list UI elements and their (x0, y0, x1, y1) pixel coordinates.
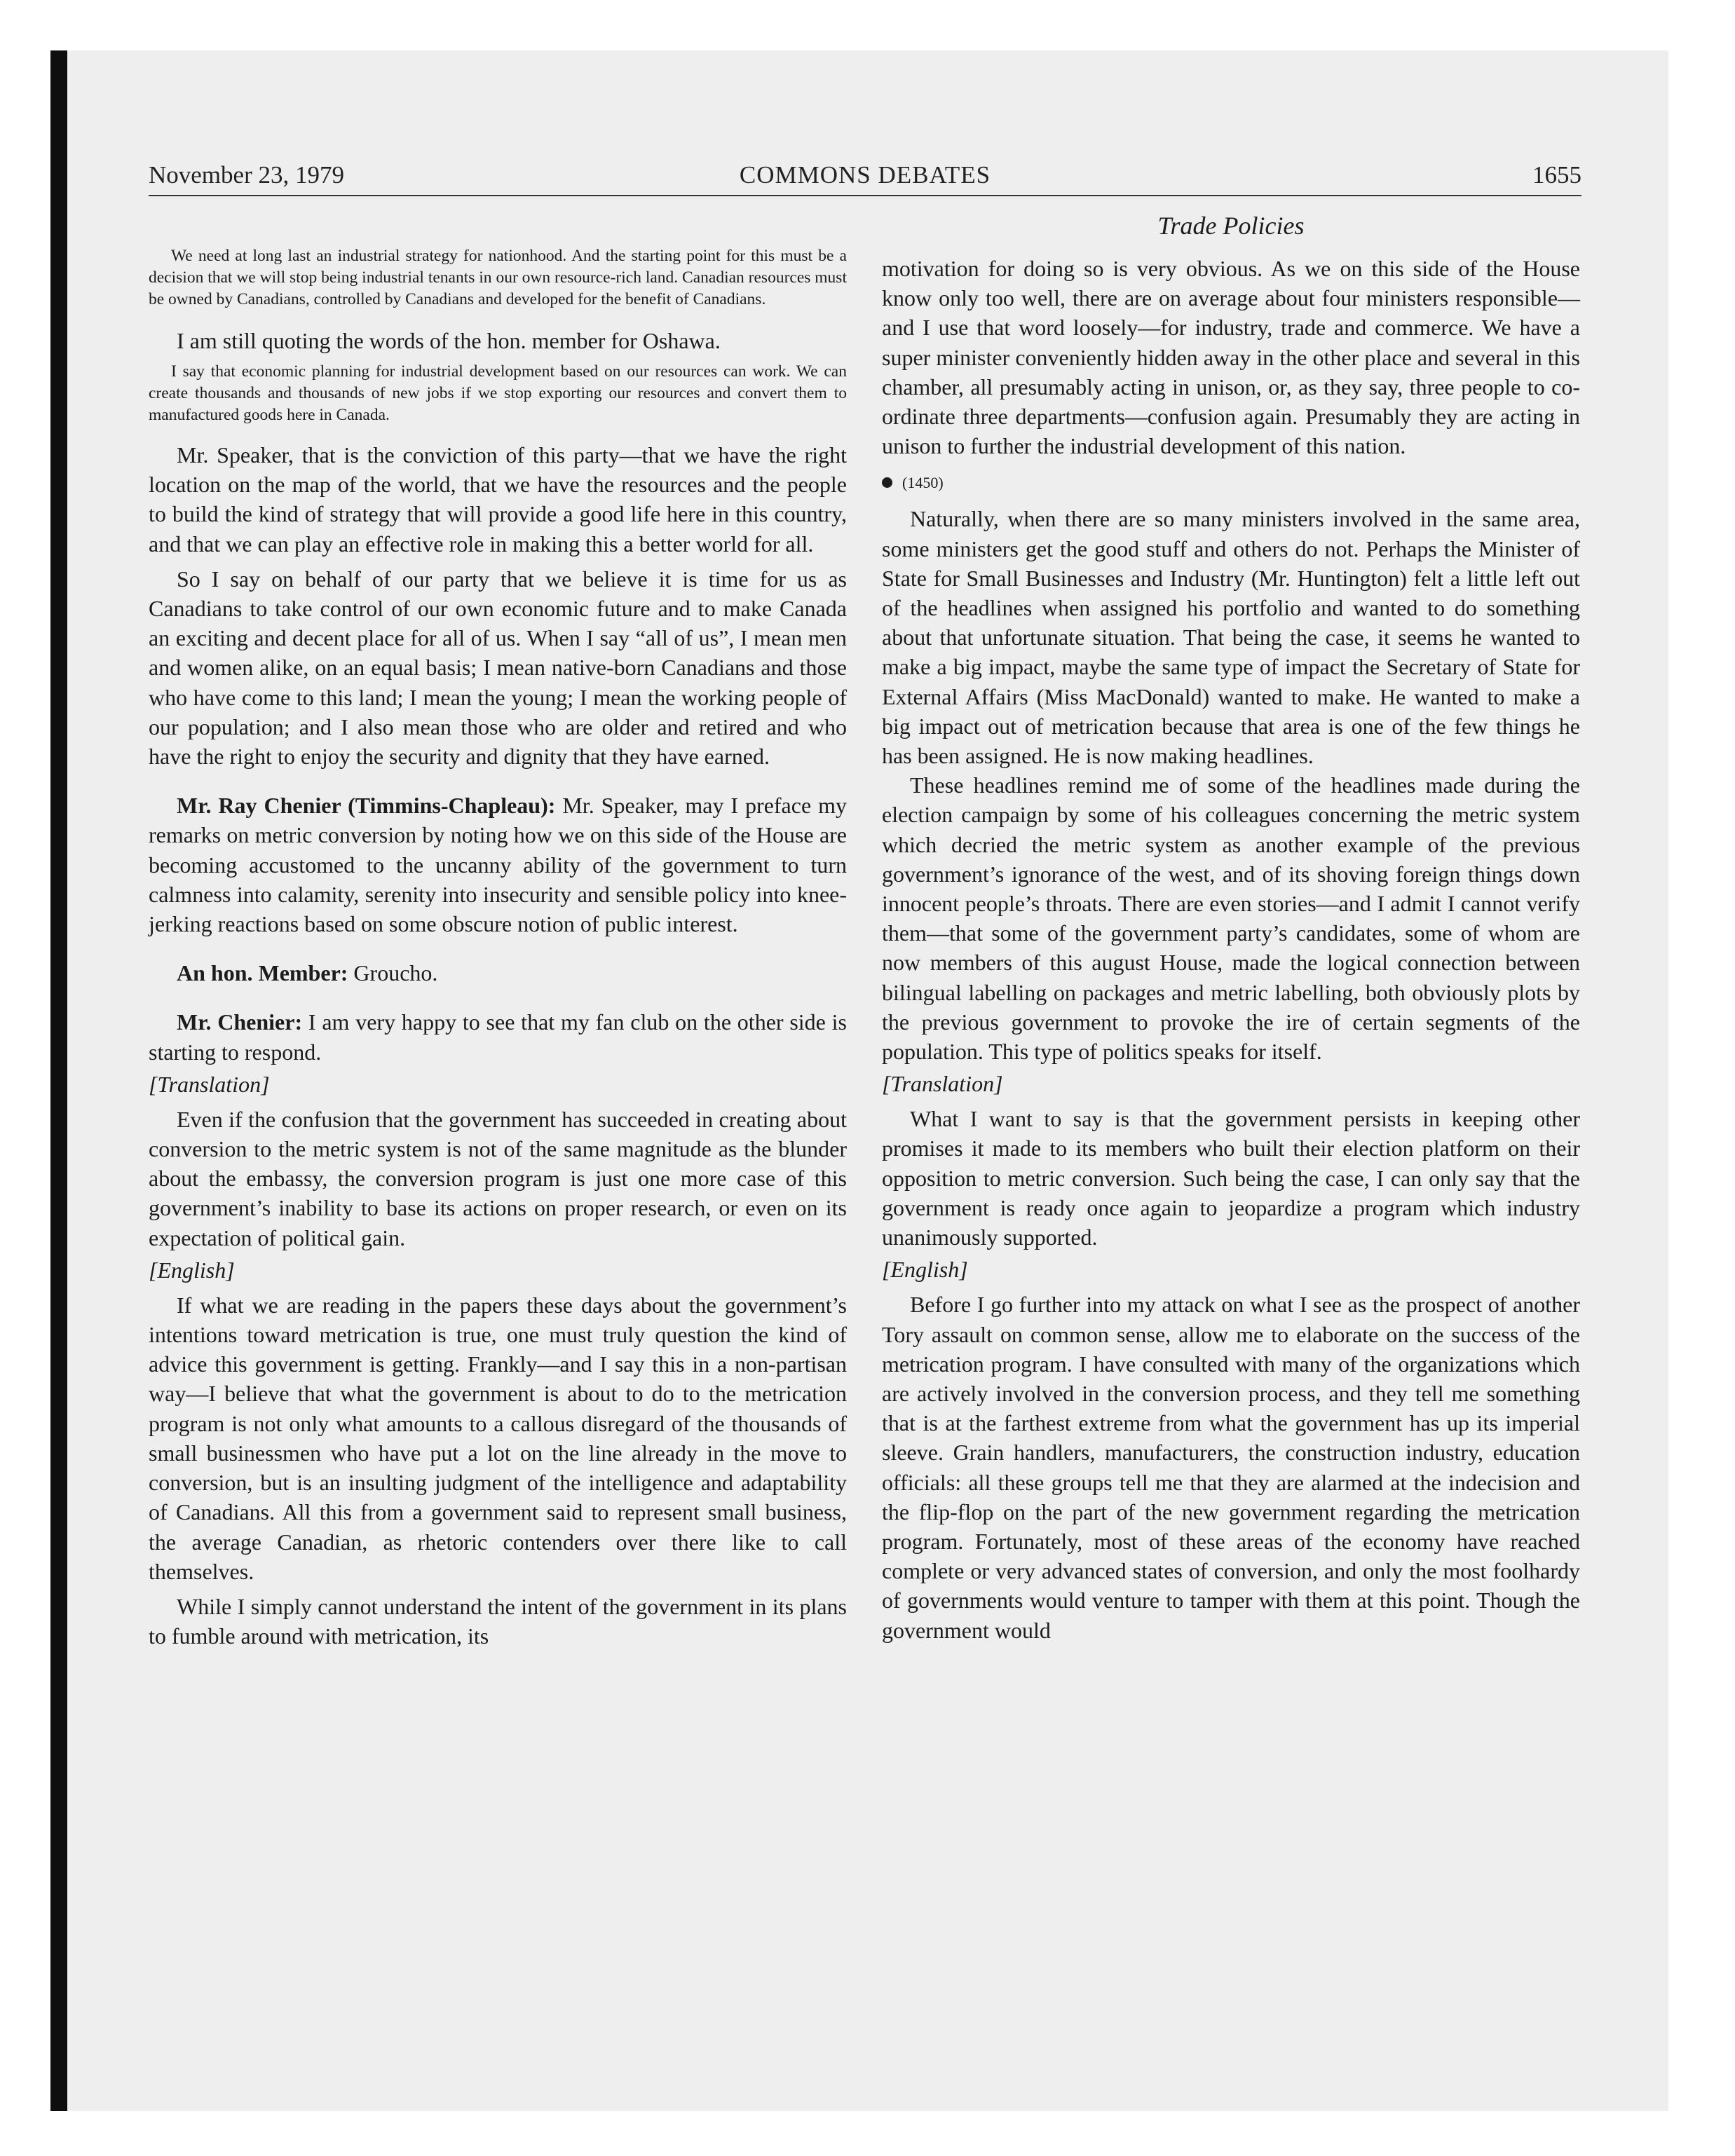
paragraph: So I say on behalf of our party that we believe it is time for us as Canadians to take control of our own economic future and to make Canada an exciting and decent place for all of us. When I say “all of us”, I mean men and women alike, on an equal basis; I mean native-born Canadians and those who have come to this land; I mean the young; I mean the working people of our population; and I also mean those who are older and retired and who have the right to enjoy the security and dignity that they have earned. (149, 566, 847, 770)
paragraph: These headlines remind me of some of the headlines made during the election campaign by some of his colleagues concerning the metric system which decried the metric system as another example of the previous government’s ignorance of the west, and of its shoving foreign things down innocent people’s throats. There are even stories—and I admit I cannot verify them—that some of the government party’s candidates, some of whom are now members of this august House, made the logical connection between bilingual labelling on packages and metric labelling, both obviously plots by the previous government to provoke the ire of certain segments of the population. This type of politics speaks for itself. (882, 772, 1580, 1065)
header-rule (149, 195, 1581, 196)
speech-member (149, 958, 847, 988)
paragraph: motivation for doing so is very obvious. As we on this side of the House know only too well, there are on average about four ministers responsible—and I use that word loosely—for industry, trade and commerce. We have a super minister conveniently hidden away in the other place and several in this chamber, all presumably acting in unison, or, as they say, three people to co-ordinate three departments—confusion again. Presumably they are acting in unison to further the industrial development of this nation. (882, 256, 1580, 459)
speech-text: Mr. Speaker, may I preface my remarks on metric conversion by noting how we on this side of the House are becoming accustomed to the uncanny ability of the government to turn calmness into calamity, serenity into insecurity and sensible policy into knee-jerking reactions based on some obscure notion of public interest. (149, 793, 847, 937)
time-marker (882, 470, 1580, 496)
paragraph: I am still quoting the words of the hon. member for Oshawa. (177, 328, 721, 353)
bullet-icon (882, 477, 892, 488)
speaker-name: Mr. Chenier: (177, 1009, 303, 1035)
translation-label: [Translation] (882, 1071, 1003, 1097)
english-label: [English] (149, 1257, 235, 1283)
paragraph: If what we are reading in the papers these days about the government’s intentions toward metrication is true, one must truly question the kind of advice this government is getting. Frankly—and I say this in a non-partisan way—I believe that what the government is about to do to the metrication program is not only what amounts to a callous disregard of the thousands of small businessmen who have put a lot on the line already in the move to conversion, but is an insulting judgment of the intelligence and adaptability of Canadians. All this from a government said to represent small business, the average Canadian, as rhetoric contenders over there like to call themselves. (149, 1292, 847, 1584)
paragraph: Mr. Speaker, that is the conviction of this party—that we have the right location on the map of the world, that we have the resources and the people to build the kind of strategy that will provide a good life here in this country, and that we can play an effective role in making this a better world for all. (149, 442, 847, 557)
right-column (882, 207, 1580, 1645)
time-marker-text: (1450) (902, 474, 944, 492)
paragraph: What I want to say is that the government persists in keeping other promises it made to its members who built their election platform on their opposition to metric conversion. Such being the case, I can only say that the government is ready once again to jeopardize a program which industry unanimously supported. (882, 1106, 1580, 1250)
english-label: [English] (882, 1257, 968, 1283)
left-column (149, 245, 847, 1651)
translation-label: [Translation] (149, 1071, 270, 1097)
speaker-name: Mr. Ray Chenier (Timmins-Chapleau): (177, 793, 556, 819)
paragraph: Naturally, when there are so many ministers involved in the same area, some ministers get the good stuff and others do not. Perhaps the Minister of State for Small Businesses and Industry (Mr. Huntington) felt a little left out of the headlines when assigned his portfolio and wanted to do something about that unfortunate situation. That being the case, it seems he wanted to make a big impact, maybe the same type of impact the Secretary of State for External Affairs (Miss MacDonald) wanted to make. He wanted to make a big impact out of metrication because that area is one of the few things he has been assigned. He is now making headlines. (882, 506, 1580, 769)
quoted-paragraph: I say that economic planning for industrial development based on our resources can work. We can create thousands and thousands of new jobs if we stop exporting our resources and convert them to manufactured goods here in Canada. (149, 362, 847, 424)
running-head (149, 158, 1581, 192)
quoted-paragraph: We need at long last an industrial strategy for nationhood. And the starting point for this must be a decision that we will stop being industrial tenants in our own resource-rich land. Canadian resources must be owned by Canadians, controlled by Canadians and developed for the benefit of Canadians. (149, 247, 847, 308)
speech-text: Groucho. (348, 960, 438, 986)
speaker-name: An hon. Member: (177, 960, 348, 986)
page-date: November 23, 1979 (149, 161, 344, 189)
paragraph: While I simply cannot understand the intent of the government in its plans to fumble around with metrication, its (149, 1593, 847, 1649)
speech-chenier (149, 791, 847, 939)
binding-edge (50, 50, 67, 2111)
publication-title: COMMONS DEBATES (739, 161, 991, 189)
speech-text: I am very happy to see that my fan club on the other side is starting to respond. (149, 1009, 848, 1065)
page-number: 1655 (1532, 161, 1581, 189)
topic-heading: Trade Policies (1157, 212, 1305, 240)
paragraph: Before I go further into my attack on what I see as the prospect of another Tory assault on common sense, allow me to elaborate on the success of the metrication program. I have consulted with many of the organizations which are actively involved in the conversion process, and they tell me something that is at the farthest extreme from what the government has up its imperial sleeve. Grain handlers, manufacturers, the construction industry, education officials: all these groups tell me that they are alarmed at the indecision and the flip-flop on the part of the new government regarding the metrication program. Fortunately, most of these areas of the economy have reached complete or very advanced states of conversion, and only the most foolhardy of governments would venture to tamper with them at this point. Though the government would (882, 1292, 1580, 1643)
speech-chenier-2 (149, 1007, 847, 1066)
paragraph: Even if the confusion that the government has succeeded in creating about conversion to the metric system is not of the same magnitude as the blunder about the embassy, the conversion program is just one more case of this government’s inability to base its actions on proper research, or even on its expectation of political gain. (149, 1106, 847, 1250)
